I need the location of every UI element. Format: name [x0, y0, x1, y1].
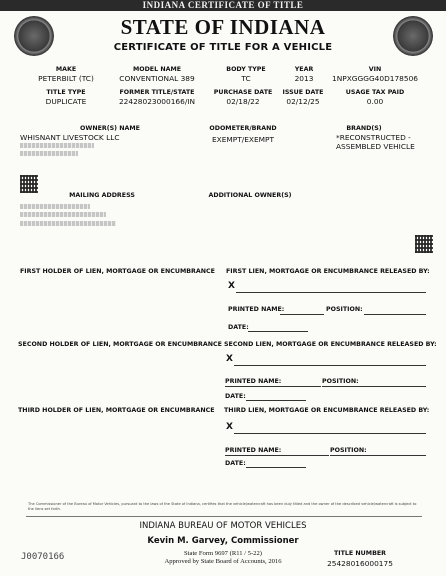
brand-label: BRAND(S): [346, 125, 382, 132]
barcode-icon: [415, 235, 433, 253]
model-label: MODEL NAME: [132, 66, 182, 73]
form-approval: Approved by State Board of Accounts, 2016: [164, 558, 282, 565]
purchase-date-label: PURCHASE DATE: [213, 89, 273, 96]
issue-date-label: ISSUE DATE: [282, 89, 324, 96]
body-type-value: TC: [241, 74, 251, 83]
model-value: CONVENTIONAL 389: [119, 74, 195, 83]
footer-divider: [26, 516, 422, 517]
form-number: State Form 9697 (R11 / 5-22): [184, 550, 262, 557]
third-printed-name-label: PRINTED NAME:: [225, 447, 282, 454]
redacted-text: [20, 143, 94, 148]
first-signature-line[interactable]: [236, 292, 426, 293]
former-title-value: 22428023000166/IN: [118, 97, 196, 106]
usage-tax-value: 0.00: [366, 97, 384, 106]
year-label: YEAR: [294, 66, 314, 73]
second-date-line[interactable]: [246, 400, 306, 401]
control-number: J0070166: [21, 552, 65, 562]
former-title-label: FORMER TITLE/STATE: [119, 89, 195, 96]
state-heading: STATE OF INDIANA: [120, 15, 326, 39]
first-lien-release-label: FIRST LIEN, MORTGAGE OR ENCUMBRANCE RELEASED BY:: [226, 268, 430, 275]
odometer-value: EXEMPT/EXEMPT: [212, 135, 274, 144]
first-printed-name-label: PRINTED NAME:: [228, 306, 285, 313]
third-signature-line[interactable]: [234, 433, 426, 434]
third-date-line[interactable]: [246, 467, 306, 468]
purchase-date-value: 02/18/22: [226, 97, 260, 106]
commissioner-name: Kevin M. Garvey, Commissioner: [147, 536, 299, 546]
title-type-label: TITLE TYPE: [46, 89, 86, 96]
title-number-value: 25428016000175: [327, 559, 393, 568]
odometer-label: ODOMETER/BRAND: [209, 125, 277, 132]
first-date-label: DATE:: [228, 324, 249, 331]
second-lien-holder-label: SECOND HOLDER OF LIEN, MORTGAGE OR ENCUMBRANCE: [18, 341, 222, 348]
owner-name-value: WHISNANT LIVESTOCK LLC: [20, 133, 120, 142]
second-date-label: DATE:: [225, 393, 246, 400]
vin-label: VIN: [368, 66, 382, 73]
third-signature-x: X: [226, 422, 233, 432]
second-printed-name-label: PRINTED NAME:: [225, 378, 282, 385]
additional-owner-label: ADDITIONAL OWNER(S): [208, 192, 292, 199]
owner-name-label: OWNER(S) NAME: [80, 125, 140, 132]
issue-date-value: 02/12/25: [286, 97, 320, 106]
redacted-address: [20, 212, 106, 217]
first-position-line[interactable]: [364, 314, 426, 315]
first-position-label: POSITION:: [326, 306, 363, 313]
mailing-address-label: MAILING ADDRESS: [69, 192, 135, 199]
usage-tax-label: USAGE TAX PAID: [345, 89, 405, 96]
redacted-address: [20, 204, 90, 209]
third-lien-release-label: THIRD LIEN, MORTGAGE OR ENCUMBRANCE RELEASED BY:: [224, 407, 430, 414]
year-value: 2013: [294, 74, 314, 83]
second-signature-x: X: [226, 354, 233, 364]
title-number-label: TITLE NUMBER: [333, 550, 387, 557]
second-position-line[interactable]: [322, 386, 426, 387]
brand-value-line1: *RECONSTRUCTED -: [336, 133, 411, 142]
third-lien-holder-label: THIRD HOLDER OF LIEN, MORTGAGE OR ENCUMBRANCE: [18, 407, 215, 414]
third-position-line[interactable]: [330, 455, 426, 456]
top-banner: INDIANA CERTIFICATE OF TITLE: [0, 0, 446, 11]
vin-value: 1NPXGGGG40D178506: [332, 74, 418, 83]
title-type-value: DUPLICATE: [45, 97, 87, 106]
third-position-label: POSITION:: [330, 447, 367, 454]
bureau-name: INDIANA BUREAU OF MOTOR VEHICLES: [139, 521, 307, 531]
brand-value-line2: ASSEMBLED VEHICLE: [336, 142, 415, 151]
certificate-subtitle: CERTIFICATE OF TITLE FOR A VEHICLE: [113, 42, 333, 53]
third-date-label: DATE:: [225, 460, 246, 467]
first-signature-x: X: [228, 281, 235, 291]
third-printed-name-line[interactable]: [225, 455, 329, 456]
second-signature-line[interactable]: [234, 365, 426, 366]
redacted-text: [20, 151, 78, 156]
barcode-icon: [20, 175, 38, 193]
make-label: MAKE: [55, 66, 77, 73]
second-position-label: POSITION:: [322, 378, 359, 385]
make-value: PETERBILT (TC): [38, 74, 94, 83]
first-date-line[interactable]: [248, 331, 308, 332]
second-lien-release-label: SECOND LIEN, MORTGAGE OR ENCUMBRANCE RELEASED BY:: [224, 341, 437, 348]
first-lien-holder-label: FIRST HOLDER OF LIEN, MORTGAGE OR ENCUMBRANCE: [20, 268, 215, 275]
certification-fine-print: The Commissioner of the Bureau of Motor Vehicles, pursuant to the laws of the State of Indiana, certifies that the vehicle/watercraft has been duly titled and the owner of the described vehicle/watercraft is subject to the liens set forth.: [28, 502, 417, 511]
body-type-label: BODY TYPE: [226, 66, 266, 73]
first-printed-name-line[interactable]: [280, 314, 324, 315]
redacted-address: [20, 221, 116, 226]
second-printed-name-line[interactable]: [225, 386, 321, 387]
